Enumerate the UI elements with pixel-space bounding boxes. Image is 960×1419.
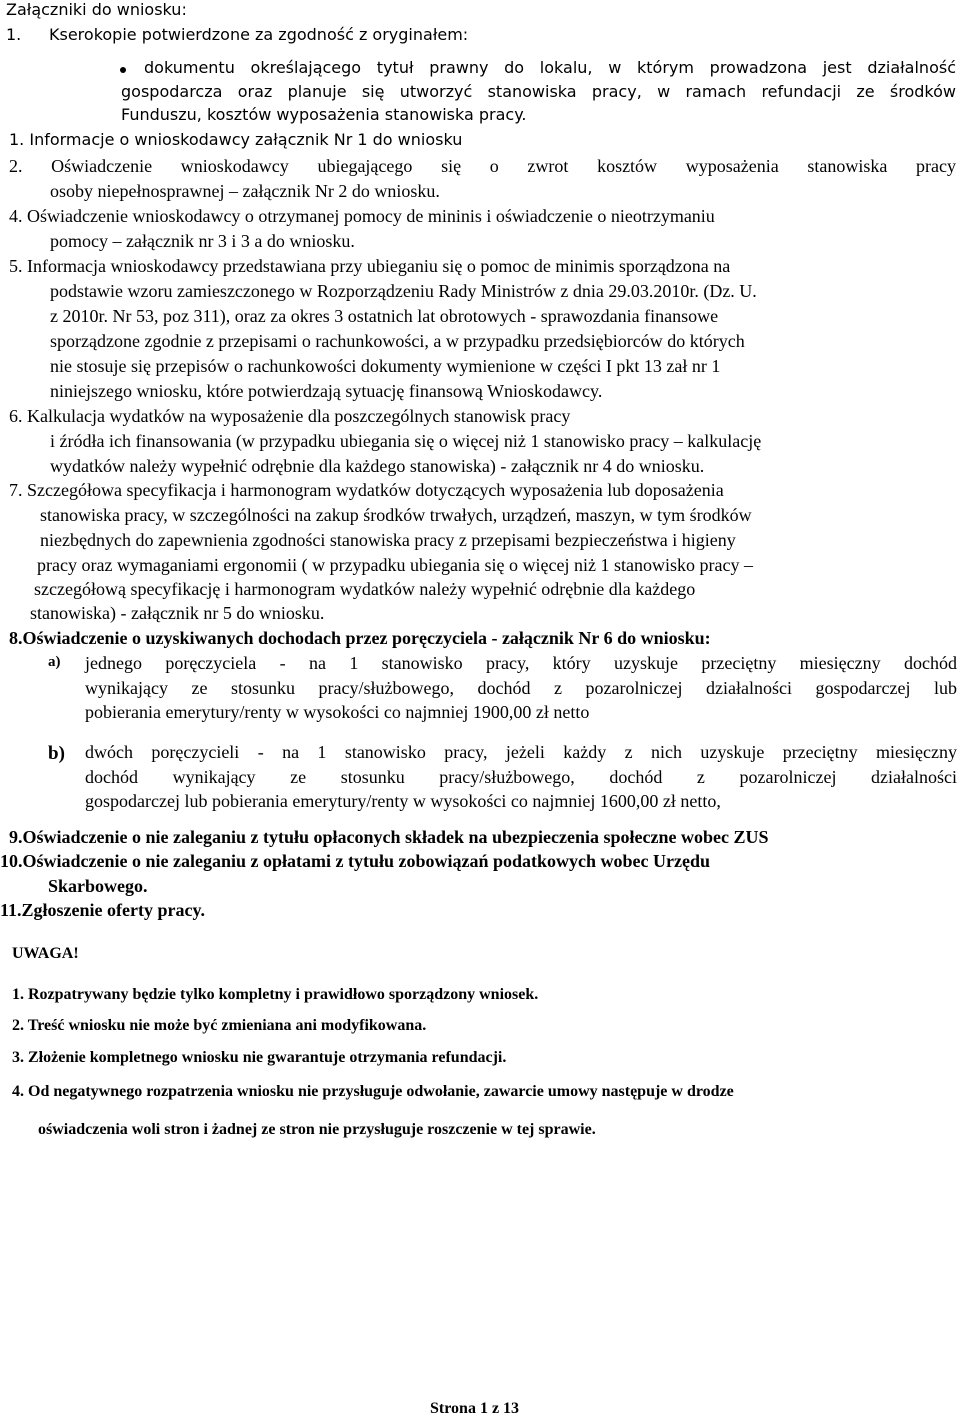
item-7-line: 7. Szczegółowa specyfikacja i harmonogram wydatków dotyczących wyposażenia lub doposażenia bbox=[9, 480, 724, 500]
item-11: 11.Zgłoszenie oferty pracy. bbox=[0, 900, 205, 920]
item-5-line: sporządzone zgodnie z przepisami o rachunkowości, a w przypadku przedsiębiorców do których bbox=[50, 331, 745, 351]
item-7-line: szczegółową specyfikację i harmonogram wydatków należy wypełnić odrębnie dla każdego bbox=[34, 579, 696, 599]
item-9: 9.Oświadczenie o nie zaleganiu z tytułu opłaconych składek na ubezpieczenia społeczne wobec ZUS bbox=[9, 827, 769, 847]
item-7-line: stanowiska) - załącznik nr 5 do wniosku. bbox=[30, 603, 325, 623]
warning-note: 3. Złożenie kompletnego wniosku nie gwarantuje otrzymania refundacji. bbox=[12, 1049, 507, 1066]
page-number: Strona 1 z 13 bbox=[430, 1400, 520, 1417]
item-5-line: z 2010r. Nr 53, poz 311), oraz za okres 3 ostatnich lat obrotowych - sprawozdania finansowe bbox=[50, 306, 719, 326]
attachments-heading: Załączniki do wniosku: bbox=[6, 0, 187, 19]
item-5-line: nie stosuje się przepisów o rachunkowości dokumenty wymienione w części I pkt 13 zał nr 1 bbox=[50, 356, 721, 376]
bullet-line: dokumentu określającego tytuł prawny do lokalu, w którym prowadzona jest działalność bbox=[144, 58, 956, 77]
item-4-line: 4. Oświadczenie wnioskodawcy o otrzymanej pomocy de mininis i oświadczenie o nieotrzymaniu bbox=[9, 206, 715, 226]
warning-note: 1. Rozpatrywany będzie tylko kompletny i prawidłowo sporządzony wniosek. bbox=[12, 986, 539, 1003]
warning-note: 4. Od negatywnego rozpatrzenia wniosku nie przysługuje odwołanie, zawarcie umowy następuje w drodze bbox=[12, 1083, 734, 1100]
item-8a-line: wynikający ze stosunku pracy/służbowego, dochód z pozarolniczej działalności gospodarczej lub bbox=[85, 678, 957, 698]
warning-note: 2. Treść wniosku nie może być zmieniana ani modyfikowana. bbox=[12, 1017, 427, 1034]
item-1-text: Kserokopie potwierdzone za zgodność z oryginałem: bbox=[49, 25, 469, 44]
item-2-line: 2. Oświadczenie wnioskodawcy ubiegającego się o zwrot kosztów wyposażenia stanowiska pracy bbox=[9, 156, 956, 176]
item-7-line: niezbędnych do zapewnienia zgodności stanowiska pracy z przepisami bezpieczeństwa i higieny bbox=[40, 530, 736, 550]
item-6-line: wydatków należy wypełnić odrębnie dla każdego stanowiska) - załącznik nr 4 do wniosku. bbox=[50, 456, 705, 476]
bullet-line: Funduszu, kosztów wyposażenia stanowiska pracy. bbox=[121, 105, 527, 124]
item-8a-line: jednego poręczyciela - na 1 stanowisko pracy, który uzyskuje przeciętny miesięczny dochód bbox=[85, 653, 957, 673]
item-4-line: pomocy – załącznik nr 3 i 3 a do wniosku. bbox=[50, 231, 355, 251]
item-7-line: pracy oraz wymaganiami ergonomii ( w przypadku ubiegania się o więcej niż 1 stanowisko pracy – bbox=[37, 555, 753, 575]
item-7-line: stanowiska pracy, w szczególności na zakup środków trwałych, urządzeń, maszyn, w tym środków bbox=[40, 505, 752, 525]
item-10-line: Skarbowego. bbox=[48, 876, 148, 896]
item-10-line: 10.Oświadczenie o nie zaleganiu z opłatami z tytułu zobowiązań podatkowych wobec Urzędu bbox=[0, 851, 710, 871]
warning-title: UWAGA! bbox=[12, 945, 79, 962]
item-5-line: niniejszego wniosku, które potwierdzają sytuację finansową Wnioskodawcy. bbox=[50, 381, 603, 401]
item-1-number: 1. bbox=[6, 25, 22, 44]
item-8b-line: dwóch poręczycieli - na 1 stanowisko pracy, jeżeli każdy z nich uzyskuje przeciętny miesięczny bbox=[85, 742, 957, 762]
item-6-line: i źródła ich finansowania (w przypadku ubiegania się o więcej niż 1 stanowisko pracy – kalkulację bbox=[50, 431, 762, 451]
bullet-icon bbox=[120, 67, 126, 73]
item-5-line: podstawie wzoru zamieszczonego w Rozporządzeniu Rady Ministrów z dnia 29.03.2010r. (Dz. U. bbox=[50, 281, 757, 301]
item-8b-line: gospodarczej lub pobierania emerytury/renty w wysokości co najmniej 1600,00 zł netto, bbox=[85, 791, 721, 811]
bullet-line: gospodarcza oraz planuje się utworzyć stanowiska pracy, w ramach refundacji ze środków bbox=[121, 82, 956, 101]
item-8a-line: pobierania emerytury/renty w wysokości co najmniej 1900,00 zł netto bbox=[85, 702, 590, 722]
item-8b-label: b) bbox=[48, 743, 65, 764]
item-8b-line: dochód wynikający ze stosunku pracy/służbowego, dochód z pozarolniczej działalności bbox=[85, 767, 957, 787]
item-2-line: osoby niepełnosprawnej – załącznik Nr 2 do wniosku. bbox=[50, 181, 440, 201]
item-5-line: 5. Informacja wnioskodawcy przedstawiana przy ubieganiu się o pomoc de minimis sporządzona na bbox=[9, 256, 731, 276]
warning-note: oświadczenia woli stron i żadnej ze stron nie przysługuje roszczenie w tej sprawie. bbox=[38, 1121, 596, 1138]
item-8-heading: 8.Oświadczenie o uzyskiwanych dochodach przez poręczyciela - załącznik Nr 6 do wniosku: bbox=[9, 628, 711, 648]
item-6-line: 6. Kalkulacja wydatków na wyposażenie dla poszczególnych stanowisk pracy bbox=[9, 406, 571, 426]
item-8a-label: a) bbox=[48, 654, 61, 670]
item-1b: 1. Informacje o wnioskodawcy załącznik Nr 1 do wniosku bbox=[9, 130, 463, 149]
